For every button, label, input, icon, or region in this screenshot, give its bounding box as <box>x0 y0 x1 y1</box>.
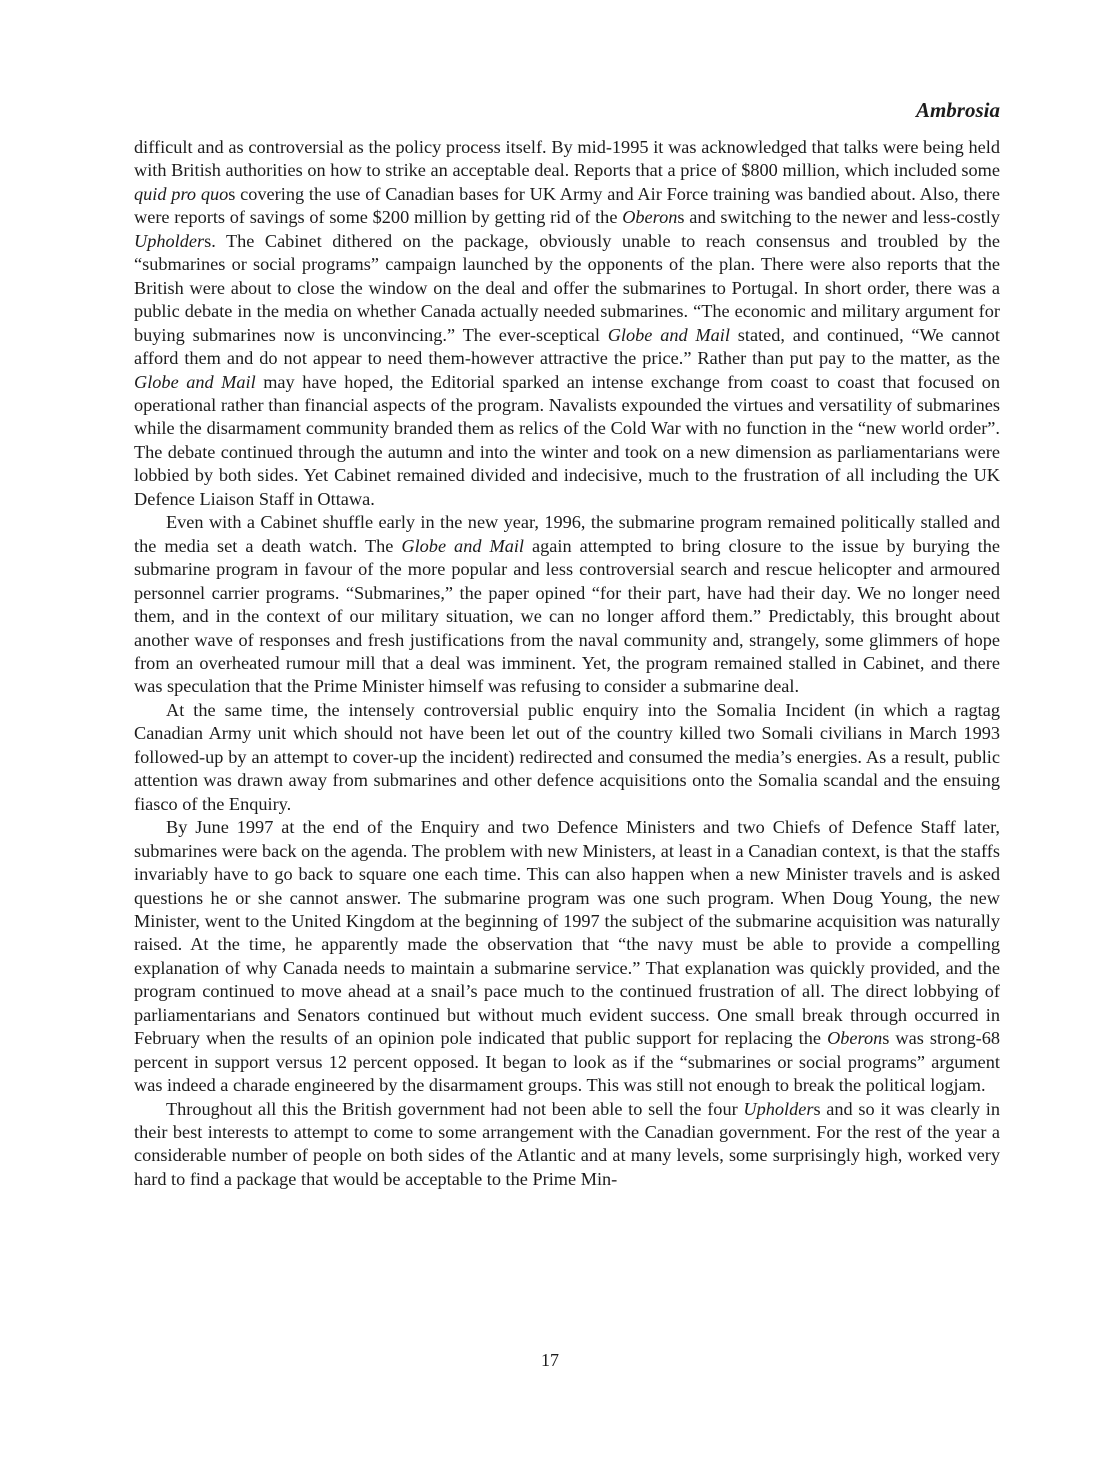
running-head-title: Ambrosia <box>915 98 1000 122</box>
text-run: At the same time, the intensely controversial public enquiry into the Somalia Incident (in which a ragtag Canadian Army unit which should not have been let out of the country killed two Somali civilians in March 1993 followed-up by an attempt to cover-up the incident) redirected and consumed the media’s energies. As a result, public attention was drawn away from submarines and other defence acquisitions onto the Somalia scandal and the ensuing fiasco of the Enquiry. <box>134 699 1000 814</box>
text-run: Throughout all this the British government had not been able to sell the four <box>166 1098 744 1119</box>
text-run: s covering the use of Canadian bases for UK Army and Air Force training was bandied about. Also, there were reports of savings of some $200 million by getting rid of the <box>134 183 1001 228</box>
text-run: s and switching to the newer and less-costly <box>677 207 1000 228</box>
paragraph <box>134 1098 1000 1192</box>
text-run: By June 1997 at the end of the Enquiry and two Defence Ministers and two Chiefs of Defence Staff later, submarines were back on the agenda. The problem with new Ministers, at least in a Canadian context, is that the staffs invariably have to go back to square one each time. This can also happen when a new Minister travels and is asked questions he or she cannot answer. The submarine program was one such program. When Doug Young, the new Minister, went to the United Kingdom at the beginning of 1997 the subject of the submarine acquisition was naturally raised. At the time, he apparently made the observation that “the navy must be able to provide a compelling explanation of why Canada needs to maintain a submarine service.” That explanation was quickly provided, and the program continued to move ahead at a snail’s pace much to the continued frustration of all. The direct lobbying of parliamentarians and Senators continued but without much evident success. One small break through occurred in February when the results of an opinion pole indicated that public support for replacing the <box>134 817 1000 1049</box>
paragraph <box>134 136 1000 511</box>
paragraph <box>134 511 1000 699</box>
italic-text: Globe and Mail <box>134 371 256 392</box>
page-number: 17 <box>541 1350 559 1370</box>
paragraph <box>134 699 1000 816</box>
italic-text: Oberon <box>827 1028 883 1049</box>
italic-text: Globe and Mail <box>607 324 730 345</box>
italic-text: Upholder <box>743 1098 814 1119</box>
italic-text: Globe and Mail <box>401 535 525 556</box>
paragraph <box>134 816 1000 1097</box>
italic-text: Upholder <box>134 230 205 251</box>
text-run: again attempted to bring closure to the issue by burying the submarine program in favour of the more popular and less controversial search and rescue helicopter and armoured personnel carrier programs. “Submarines,” the paper opined “for their part, have had their day. We no longer need them, and in the context of our military situation, we can no longer afford them.” Predictably, this brought about another wave of responses and fresh justifications from the naval community and, strangely, some glimmers of hope from an overheated rumour mill that a deal was imminent. Yet, the program remained stalled in Cabinet, and there was speculation that the Prime Minister himself was refusing to consider a submarine deal. <box>134 535 1000 697</box>
italic-text: Oberon <box>622 207 678 228</box>
italic-text: quid pro quo <box>134 183 229 204</box>
text-run: s was strong-68 percent in support versus 12 percent opposed. It began to look as if the “submarines or social programs” argument was indeed a charade engineered by the disarmament groups. This was still not enough to break the political logjam. <box>134 1028 1000 1096</box>
text-run: stated, and continued, “We cannot afford them and do not appear to need them-however attractive the price.” Rather than put pay to the matter, as the <box>134 324 1000 369</box>
body-text <box>134 136 1000 1191</box>
text-run: Even with a Cabinet shuffle early in the new year, 1996, the submarine program remained politically stalled and the media set a death watch. The <box>134 512 1000 556</box>
text-run: difficult and as controversial as the policy process itself. By mid-1995 it was acknowledged that talks were being held with British authorities on how to strike an acceptable deal. Reports that a price of $800 million, which included some <box>134 137 1000 181</box>
text-run: may have hoped, the Editorial sparked an intense exchange from coast to coast that focused on operational rather than financial aspects of the program. Navalists expounded the virtues and versatility of submarines while the disarmament community branded them as relics of the Cold War with no function in the “new world order”. The debate continued through the autumn and into the winter and took on a new dimension as parliamentarians were lobbied by both sides. Yet Cabinet remained divided and indecisive, much to the frustration of all including the UK Defence Liaison Staff in Ottawa. <box>134 371 1000 509</box>
text-run: s and so it was clearly in their best interests to attempt to come to some arrangement with the Canadian government. For the rest of the year a considerable number of people on both sides of the Atlantic and at many levels, some surprisingly high, worked very hard to find a package that would be acceptable to the Prime Min- <box>134 1098 1000 1189</box>
text-run: s. The Cabinet dithered on the package, obviously unable to reach consensus and troubled by the “submarines or social programs” campaign launched by the opponents of the plan. There were also reports that the British were about to close the window on the deal and offer the submarines to Portugal. In short order, there was a public debate in the media on whether Canada actually needed submarines. “The economic and military argument for buying submarines now is unconvincing.” The ever-sceptical <box>134 230 1000 345</box>
